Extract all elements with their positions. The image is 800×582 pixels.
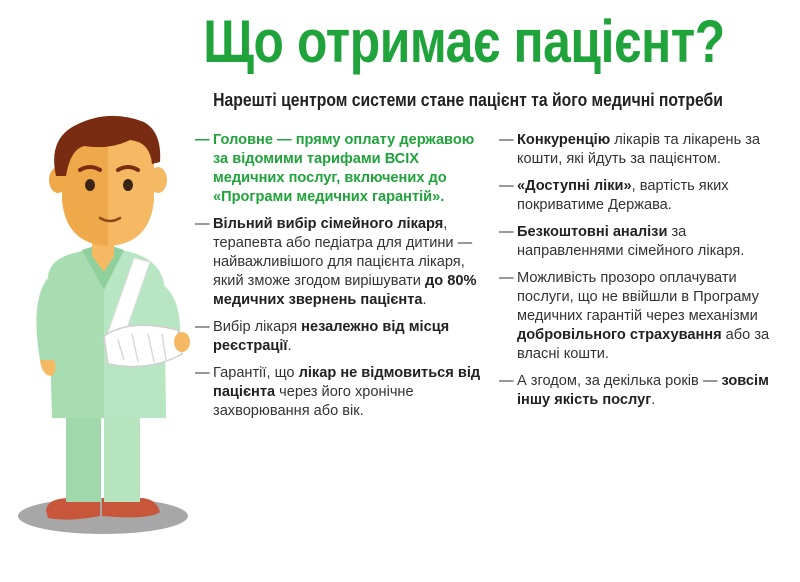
list-item: — Конкуренцію лікарів та лікарень за кошти, які йдуть за пацієнтом. — [499, 132, 761, 167]
arm-sling — [104, 325, 182, 366]
list-item: — Головне — пряму оплату державою за відомими тарифами ВСІХ медичних послуг, включених до «Програми медичних гарантій». — [195, 132, 475, 205]
right-eye — [123, 179, 133, 191]
left-hand — [40, 360, 56, 376]
left-eye — [85, 179, 95, 191]
doctor-with-arm-sling-icon — [0, 110, 200, 582]
list-item: — Вибір лікаря незалежно від місця реєстрації. — [195, 319, 450, 354]
page-title: Що отримає пацієнт? — [203, 8, 725, 75]
left-benefits-list — [195, 131, 485, 429]
left-leg — [66, 410, 101, 502]
page-subtitle: Нарешті центром системи стане пацієнт та його медичні потреби — [213, 89, 723, 110]
list-item: — Безкоштовні аналізи за направленнями сімейного лікаря. — [499, 224, 745, 259]
list-item: — Можливість прозоро оплачувати послуги, що не ввійшли в Програму медичних гарантій через механізми добровільного страхування або за власні кошти. — [499, 270, 770, 362]
list-item: — А згодом, за декілька років — зовсім іншу якість послуг. — [499, 373, 769, 408]
right-benefits-list — [499, 131, 793, 418]
list-item: — «Доступні ліки», вартість яких покриватиме Держава. — [499, 178, 729, 213]
sling-hand — [174, 332, 190, 352]
list-item: — Гарантії, що лікар не відмовиться від пацієнта через його хронічне захворювання або вік. — [195, 365, 481, 419]
right-leg — [104, 410, 140, 502]
list-item: — Вільний вибір сімейного лікаря, терапевта або педіатра для дитини — найважливішого для пацієнта лікаря, який зможе згодом вирішувати до 80% медичних звернень пацієнта. — [195, 216, 477, 308]
